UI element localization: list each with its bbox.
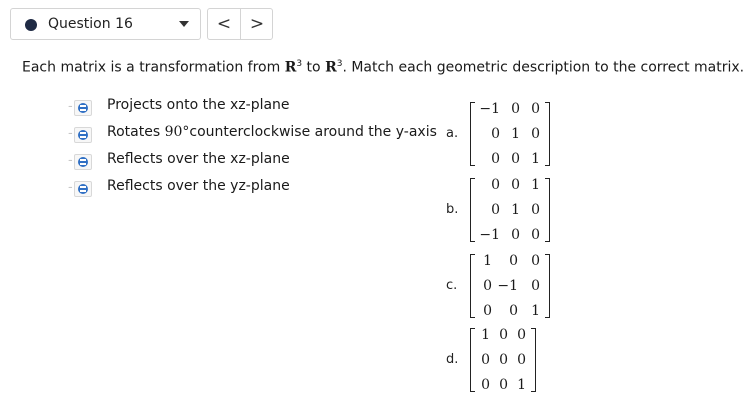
- matrix: [470, 178, 550, 242]
- dash: -: [68, 99, 73, 114]
- real-space-symbol: R: [284, 59, 297, 76]
- match-select[interactable]: [74, 127, 92, 143]
- matrix-cell: 1: [511, 125, 520, 142]
- matrix-cell: 0: [491, 150, 500, 167]
- matrix-bracket-right: [545, 254, 550, 318]
- prompt-text-mid: to: [302, 59, 326, 76]
- matrix-cell: 0: [531, 100, 540, 117]
- matrix-cell: 0: [481, 351, 490, 368]
- matrix-cell: 0: [511, 100, 520, 117]
- dash: -: [68, 153, 73, 168]
- matrix-cell: 1: [517, 376, 526, 393]
- dash: -: [68, 126, 73, 141]
- select-arrows-icon: [78, 103, 88, 113]
- matrix-cell: 0: [491, 125, 500, 142]
- matrix-cell: 0: [531, 252, 540, 269]
- matrix-cell: 0: [517, 326, 526, 343]
- top-bar: [0, 0, 700, 50]
- question-nav: [207, 8, 273, 40]
- exponent: 3: [336, 59, 343, 69]
- match-select[interactable]: [74, 181, 92, 197]
- matrix-cell: 0: [481, 376, 490, 393]
- real-space-symbol: R: [325, 59, 337, 76]
- question-selector-label: Question 16: [48, 16, 133, 32]
- matrix-cell: 1: [483, 252, 492, 269]
- matrix-cell: 1: [481, 326, 490, 343]
- matrix-cell: 0: [531, 277, 540, 294]
- matrix-bracket-right: [545, 102, 550, 166]
- matrix-cell: 1: [531, 302, 540, 319]
- matrix-cell: 0: [499, 326, 508, 343]
- matrix: [470, 328, 536, 392]
- matrix: [470, 254, 550, 318]
- prompt-text-start: Each matrix is a transformation from: [22, 59, 285, 76]
- matrix-bracket-left: [470, 254, 475, 318]
- matrix-cell: 0: [511, 150, 520, 167]
- dash: -: [68, 180, 73, 195]
- matrix-cell: 0: [499, 351, 508, 368]
- matrix-cell: −1: [479, 100, 500, 117]
- question-status-dot-icon: [25, 19, 37, 31]
- matrix-cell: 0: [531, 125, 540, 142]
- matrix-cell: 0: [511, 176, 520, 193]
- select-arrows-icon: [78, 130, 88, 140]
- matrix-cell: 0: [531, 226, 540, 243]
- matrix-cell: 0: [499, 376, 508, 393]
- matrix-label: b.: [446, 202, 459, 217]
- matrix-bracket-left: [470, 328, 475, 392]
- matrix-label: a.: [446, 126, 459, 141]
- matrix: [470, 102, 550, 166]
- description-text: Reflects over the yz-plane: [107, 178, 290, 194]
- previous-question-button[interactable]: <: [216, 14, 232, 34]
- matrix-cell: 0: [483, 277, 492, 294]
- matrix-cell: 0: [511, 226, 520, 243]
- matrix-cell: 0: [491, 176, 500, 193]
- match-select[interactable]: [74, 100, 92, 116]
- matrix-cell: 0: [531, 201, 540, 218]
- matrix-bracket-right: [545, 178, 550, 242]
- description-text-post: counterclockwise around the y-axis: [189, 124, 437, 140]
- next-question-button[interactable]: >: [249, 14, 265, 34]
- matrix-cell: 0: [491, 201, 500, 218]
- matrix-bracket-right: [531, 328, 536, 392]
- prompt-text-end: . Match each geometric description to the correct matrix.: [342, 59, 744, 76]
- select-arrows-icon: [78, 157, 88, 167]
- matrix-cell: 1: [531, 176, 540, 193]
- angle-value: 90: [164, 124, 183, 140]
- matrix-label: c.: [446, 278, 458, 293]
- matrix-cell: −1: [479, 226, 500, 243]
- matrix-label: d.: [446, 352, 459, 367]
- matrix-bracket-left: [470, 102, 475, 166]
- caret-down-icon: [179, 21, 189, 27]
- matrix-cell: 1: [531, 150, 540, 167]
- matrix-cell: 0: [517, 351, 526, 368]
- description-text: [107, 124, 437, 140]
- exponent: 3: [296, 59, 303, 69]
- description-text: Reflects over the xz-plane: [107, 151, 290, 167]
- matrix-cell: −1: [497, 277, 518, 294]
- matrix-cell: 0: [509, 252, 518, 269]
- question-selector[interactable]: [10, 8, 201, 40]
- description-text-pre: Rotates: [107, 124, 165, 140]
- question-prompt: [22, 59, 744, 76]
- matrix-cell: 0: [509, 302, 518, 319]
- select-arrows-icon: [78, 184, 88, 194]
- matrix-cell: 0: [483, 302, 492, 319]
- match-select[interactable]: [74, 154, 92, 170]
- matrix-cell: 1: [511, 201, 520, 218]
- description-text: Projects onto the xz-plane: [107, 97, 290, 113]
- degree-symbol: °: [182, 124, 190, 140]
- matrix-bracket-left: [470, 178, 475, 242]
